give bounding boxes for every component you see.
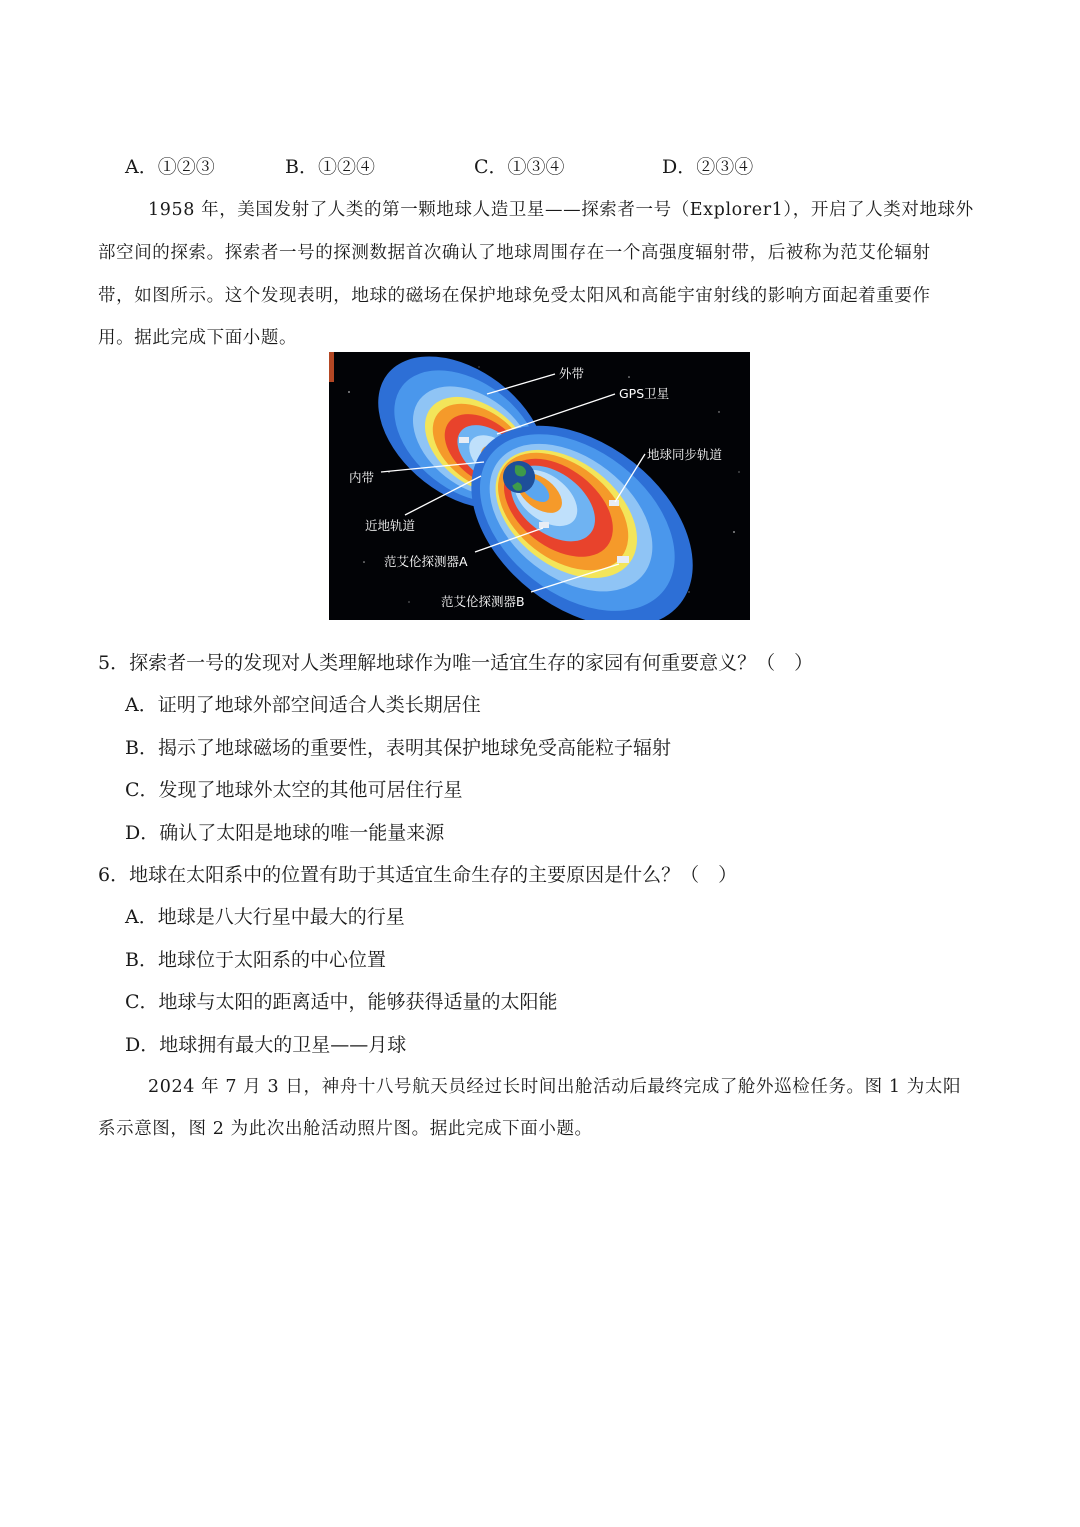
passage2-line2: 系示意图，图 2 为此次出舱活动照片图。据此完成下面小题。 (98, 1119, 593, 1139)
q5-option-c: C．发现了地球外太空的其他可居住行星 (125, 779, 463, 801)
q6-option-c: C．地球与太阳的距离适中，能够获得适量的太阳能 (125, 991, 558, 1013)
van-allen-belts-figure (329, 352, 750, 620)
q5-option-d: D．确认了太阳是地球的唯一能量来源 (125, 822, 445, 844)
q5-stem: 5．探索者一号的发现对人类理解地球作为唯一适宜生存的家园有何重要意义？（ ） (98, 652, 814, 674)
label-geo-orbit: 地球同步轨道 (647, 447, 723, 462)
option-b: B．①②④ (285, 156, 375, 178)
label-probe-a: 范艾伦探测器A (384, 554, 468, 569)
label-gps-satellite: GPS卫星 (619, 386, 670, 401)
passage2-line1: 2024 年 7 月 3 日，神舟十八号航天员经过长时间出舱活动后最终完成了舱外巡检任务。图 1 为太阳 (148, 1077, 962, 1097)
passage1-line2: 部空间的探索。探索者一号的探测数据首次确认了地球周围存在一个高强度辐射带，后被称为范艾伦辐射 (98, 243, 931, 263)
q6-option-b: B．地球位于太阳系的中心位置 (125, 949, 386, 971)
option-c: C．①③④ (474, 156, 565, 178)
q5-option-a: A．证明了地球外部空间适合人类长期居住 (125, 694, 481, 716)
q6-stem: 6．地球在太阳系中的位置有助于其适宜生命生存的主要原因是什么？（ ） (98, 864, 738, 886)
q6-option-a: A．地球是八大行星中最大的行星 (125, 906, 405, 928)
label-probe-b: 范艾伦探测器B (441, 594, 525, 609)
q6-option-d: D．地球拥有最大的卫星——月球 (125, 1034, 407, 1056)
q5-option-b: B．揭示了地球磁场的重要性，表明其保护地球免受高能粒子辐射 (125, 737, 671, 759)
option-d: D．②③④ (662, 156, 754, 178)
label-inner-belt: 内带 (349, 470, 375, 485)
passage1-line1: 1958 年，美国发射了人类的第一颗地球人造卫星——探索者一号（Explorer1），开启了人类对地球外 (148, 200, 974, 220)
option-a: A．①②③ (125, 156, 215, 178)
label-leo: 近地轨道 (365, 518, 416, 533)
passage1-line4: 用。据此完成下面小题。 (98, 328, 298, 348)
label-outer-belt: 外带 (559, 366, 585, 381)
passage1-line3: 带，如图所示。这个发现表明，地球的磁场在保护地球免受太阳风和高能宇宙射线的影响方面起着重要作 (98, 286, 931, 306)
